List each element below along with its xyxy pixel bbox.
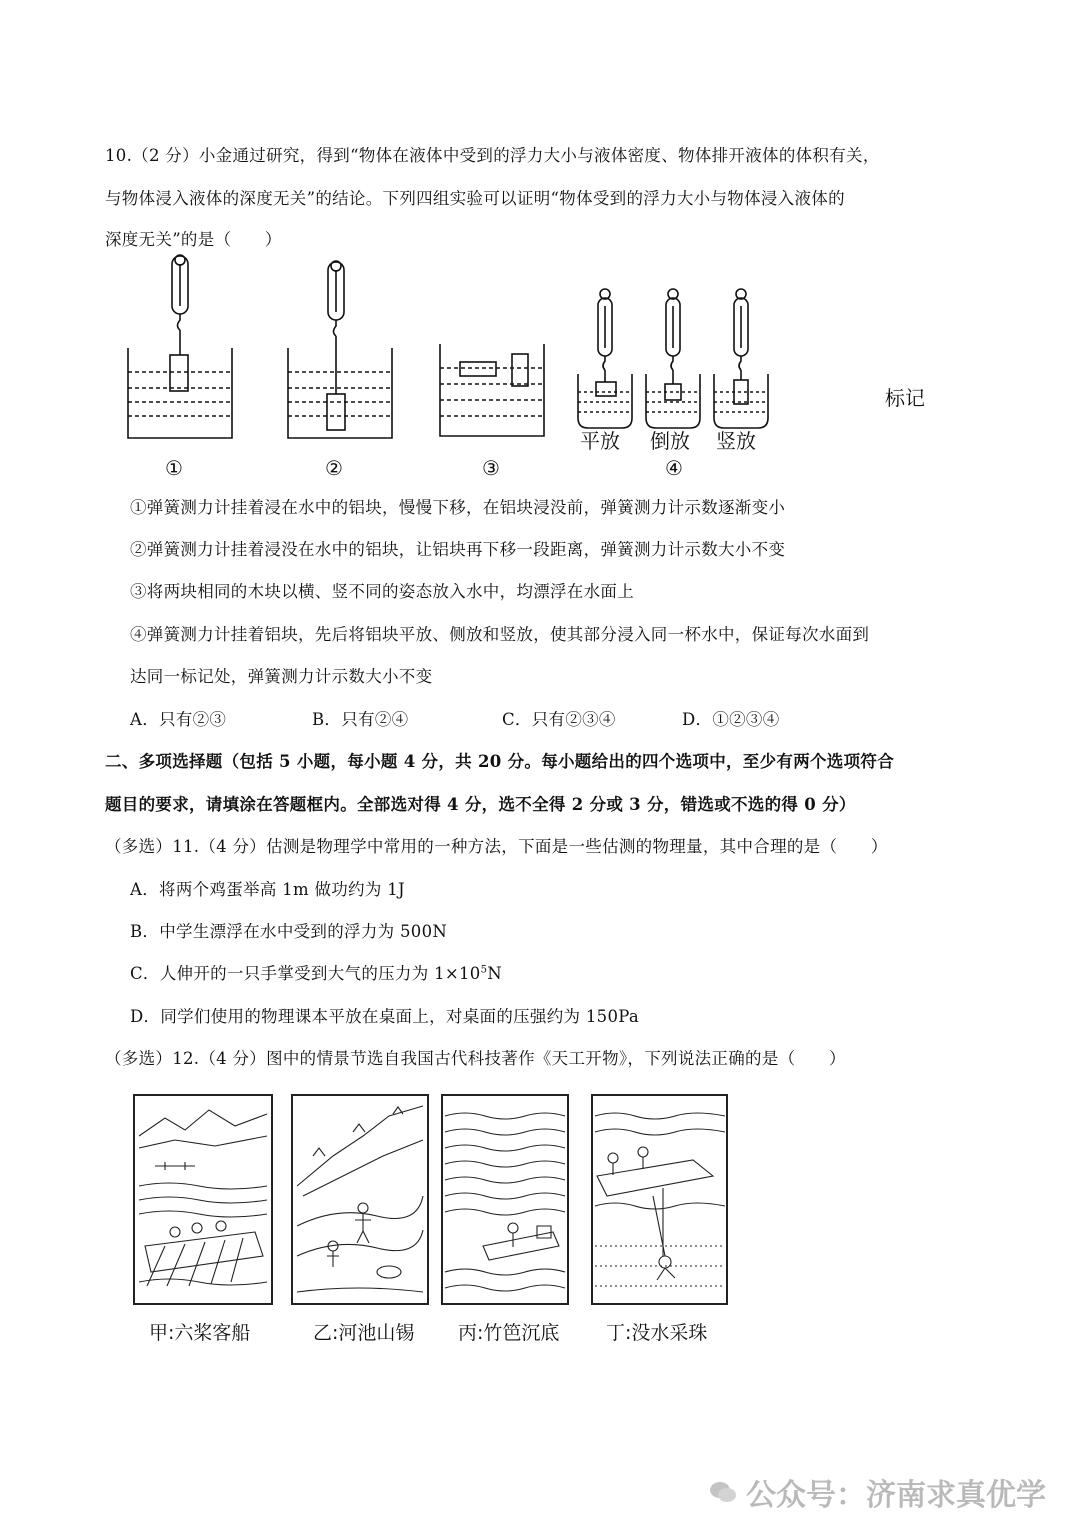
q11-option-d: D．同学们使用的物理课本平放在桌面上，对桌面的压强约为 150Pa (130, 1007, 640, 1026)
caption-jia: 甲:六桨客船 (149, 1322, 251, 1344)
fig-label-4: ④ (665, 456, 683, 480)
caption-ding: 丁:没水采珠 (606, 1322, 708, 1344)
fig-label-2: ② (325, 456, 343, 480)
six-oar-boat-picture (135, 1096, 271, 1303)
mark-label: 标记 (885, 386, 925, 410)
q10-statement-2: ②弹簧测力计挂着浸没在水中的铝块，让铝块再下移一段距离，弹簧测力计示数大小不变 (130, 540, 786, 559)
q11-option-c-unit: N (487, 964, 503, 983)
wechat-icon (708, 1477, 738, 1507)
pearl-diving-picture (593, 1096, 726, 1303)
illustration-bamboo-fence (441, 1094, 569, 1305)
q10-statement-4-cont: 达同一标记处，弹簧测力计示数大小不变 (130, 667, 433, 686)
q10-option-b: B．只有②④ (312, 710, 409, 729)
q10-stem-line1: 10.（2 分）小金通过研究，得到“物体在液体中受到的浮力大小与液体密度、物体排开液体的体积有关， (105, 146, 880, 165)
caption-yi: 乙:河池山锡 (313, 1322, 415, 1344)
illustration-mountain-tin (291, 1094, 429, 1305)
section2-header-line2: 题目的要求，请填涂在答题框内。全部选对得 4 分，选不全得 2 分或 3 分，错选或不选的得 0 分） (105, 795, 856, 814)
cup-label-inverted: 倒放 (650, 429, 690, 453)
mountain-tin-picture (293, 1096, 427, 1303)
q10-statement-3: ③将两块相同的木块以横、竖不同的姿态放入水中，均漂浮在水面上 (130, 582, 634, 601)
watermark-text: 公众号：济南求真优学 (746, 1478, 1046, 1513)
q10-figure (120, 250, 840, 450)
q11-option-c (130, 960, 502, 984)
caption-bing: 丙:竹笆沉底 (458, 1322, 560, 1344)
q10-statement-1: ①弹簧测力计挂着浸在水中的铝块，慢慢下移，在铝块浸没前，弹簧测力计示数逐渐变小 (130, 498, 786, 517)
bamboo-fence-picture (443, 1096, 567, 1303)
q10-stem-line2: 与物体浸入液体的深度无关”的结论。下列四组实验可以证明“物体受到的浮力大小与物体浸入液体的 (105, 189, 845, 208)
q11-option-c-text: C．人伸开的一只手掌受到大气的压力为 1×10 (130, 964, 481, 983)
buoyancy-experiment-diagram (120, 250, 840, 450)
watermark (708, 1470, 1046, 1514)
q10-option-a: A．只有②③ (130, 710, 227, 729)
fig-label-3: ③ (482, 456, 500, 480)
illustration-six-oar-boat (133, 1094, 273, 1305)
q10-stem-line3: 深度无关”的是（ ） (105, 230, 282, 249)
section2-header-line1: 二、多项选择题（包括 5 小题，每小题 4 分，共 20 分。每小题给出的四个选项中，至少有两个选项符合 (105, 752, 894, 771)
illustration-pearl-diving (591, 1094, 728, 1305)
q10-option-c: C．只有②③④ (502, 710, 616, 729)
q10-statement-4: ④弹簧测力计挂着铝块，先后将铝块平放、侧放和竖放，使其部分浸入同一杯水中，保证每次水面到 (130, 625, 870, 644)
cup-label-upright: 竖放 (716, 429, 756, 453)
q10-option-d: D．①②③④ (682, 710, 780, 729)
q12-stem: （多选）12.（4 分）图中的情景节选自我国古代科技著作《天工开物》，下列说法正确的是（ ） (105, 1049, 846, 1068)
q11-option-a: A．将两个鸡蛋举高 1m 做功约为 1J (130, 880, 405, 899)
q11-stem: （多选）11.（4 分）估测是物理学中常用的一种方法，下面是一些估测的物理量，其中合理的是（ ） (105, 837, 888, 856)
q11-option-c-exponent: 5 (480, 964, 488, 976)
fig-label-1: ① (165, 456, 183, 480)
q11-option-b: B．中学生漂浮在水中受到的浮力为 500N (130, 922, 448, 941)
cup-label-flat: 平放 (580, 429, 620, 453)
